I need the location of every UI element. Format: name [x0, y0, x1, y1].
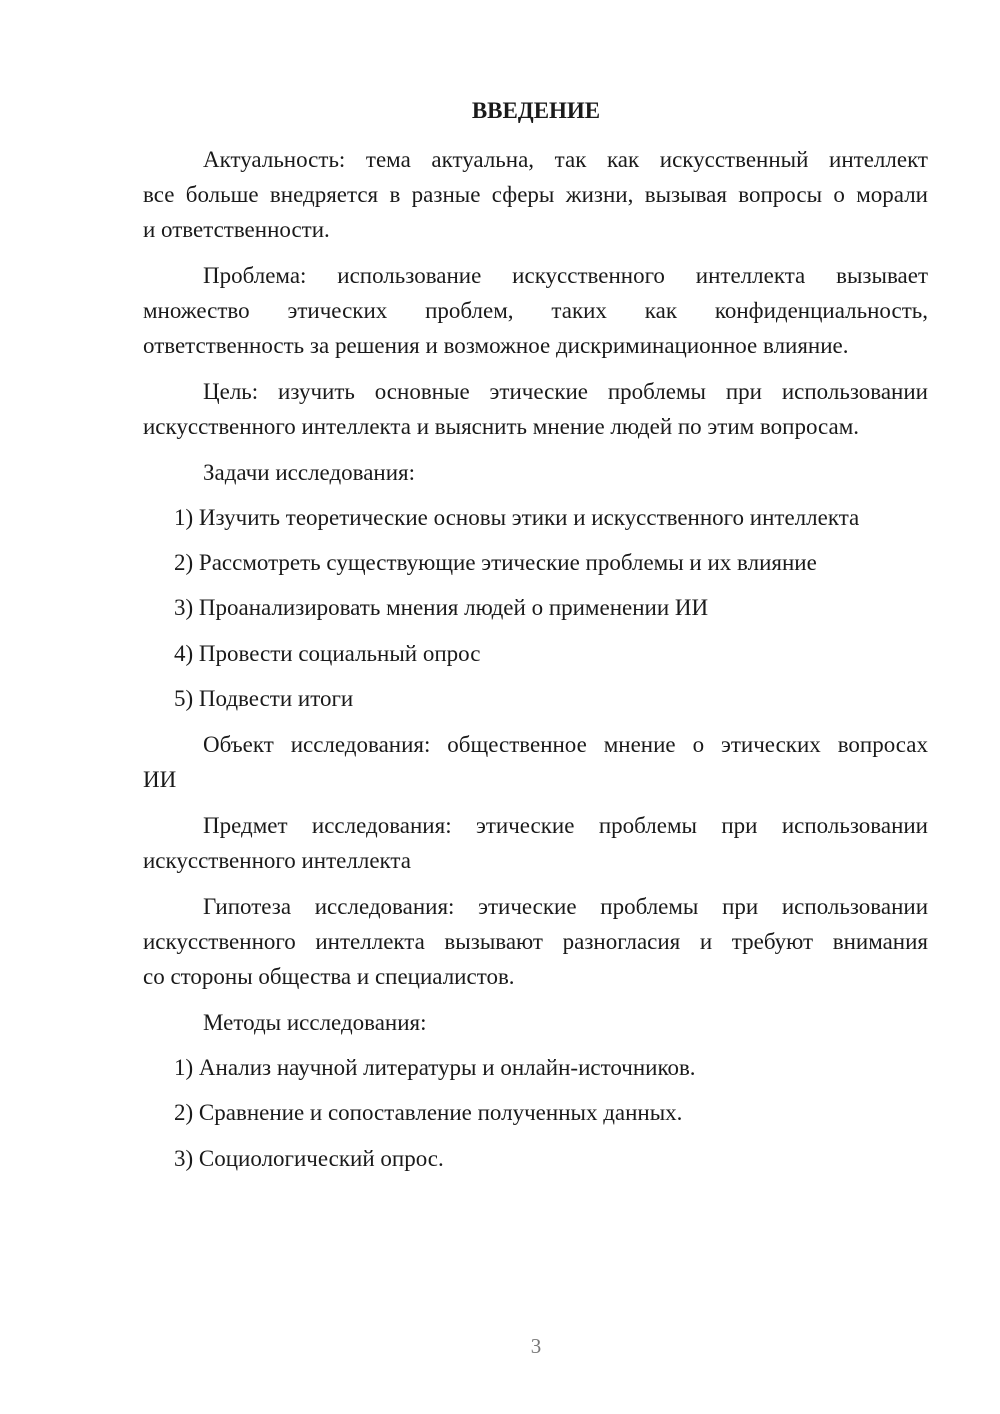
- paragraph-line: Проблема: использование искусственного интеллекта вызывает: [203, 263, 928, 288]
- task-item: 4) Провести социальный опрос: [174, 641, 481, 666]
- paragraph-line: Актуальность: тема актуальна, так как искусственный интеллект: [203, 147, 928, 172]
- object-paragraph: [143, 727, 928, 797]
- task-item: 2) Рассмотреть существующие этические проблемы и их влияние: [174, 550, 817, 575]
- task-item: 1) Изучить теоретические основы этики и искусственного интеллекта: [174, 505, 860, 530]
- methods-heading: Методы исследования:: [203, 1010, 427, 1035]
- paragraph-line: Объект исследования: общественное мнение о этических вопросах: [203, 732, 928, 757]
- paragraph-line: искусственного интеллекта и выяснить мнение людей по этим вопросам.: [143, 414, 860, 439]
- method-item: 3) Социологический опрос.: [174, 1146, 444, 1171]
- problem-paragraph: [143, 258, 928, 363]
- paragraph-line: и ответственности.: [143, 217, 330, 242]
- paragraph-line: ответственность за решения и возможное дискриминационное влияние.: [143, 333, 849, 358]
- paragraph-line: искусственного интеллекта вызывают разногласия и требуют внимания: [143, 929, 928, 954]
- page-number: 3: [530, 1334, 542, 1358]
- paragraph-line: искусственного интеллекта: [143, 848, 411, 873]
- paragraph-line: Цель: изучить основные этические проблемы при использовании: [203, 379, 928, 404]
- task-item: 5) Подвести итоги: [174, 686, 354, 711]
- hypothesis-paragraph: [143, 889, 928, 994]
- subject-paragraph: [143, 808, 928, 878]
- relevance-paragraph: [143, 142, 928, 247]
- paragraph-line: множество этических проблем, таких как конфиденциальность,: [143, 298, 928, 323]
- goal-paragraph: [143, 374, 928, 444]
- paragraph-line: ИИ: [143, 767, 177, 792]
- method-item: 2) Сравнение и сопоставление полученных данных.: [174, 1100, 683, 1125]
- method-item: 1) Анализ научной литературы и онлайн-источников.: [174, 1055, 696, 1080]
- paragraph-line: Предмет исследования: этические проблемы при использовании: [203, 813, 928, 838]
- paragraph-line: все больше внедряется в разные сферы жизни, вызывая вопросы о морали: [143, 182, 928, 207]
- paragraph-line: Гипотеза исследования: этические проблемы при использовании: [203, 894, 928, 919]
- task-item: 3) Проанализировать мнения людей о применении ИИ: [174, 595, 709, 620]
- tasks-heading: Задачи исследования:: [203, 460, 416, 485]
- page-title: ВВЕДЕНИЕ: [471, 98, 601, 123]
- paragraph-line: со стороны общества и специалистов.: [143, 964, 515, 989]
